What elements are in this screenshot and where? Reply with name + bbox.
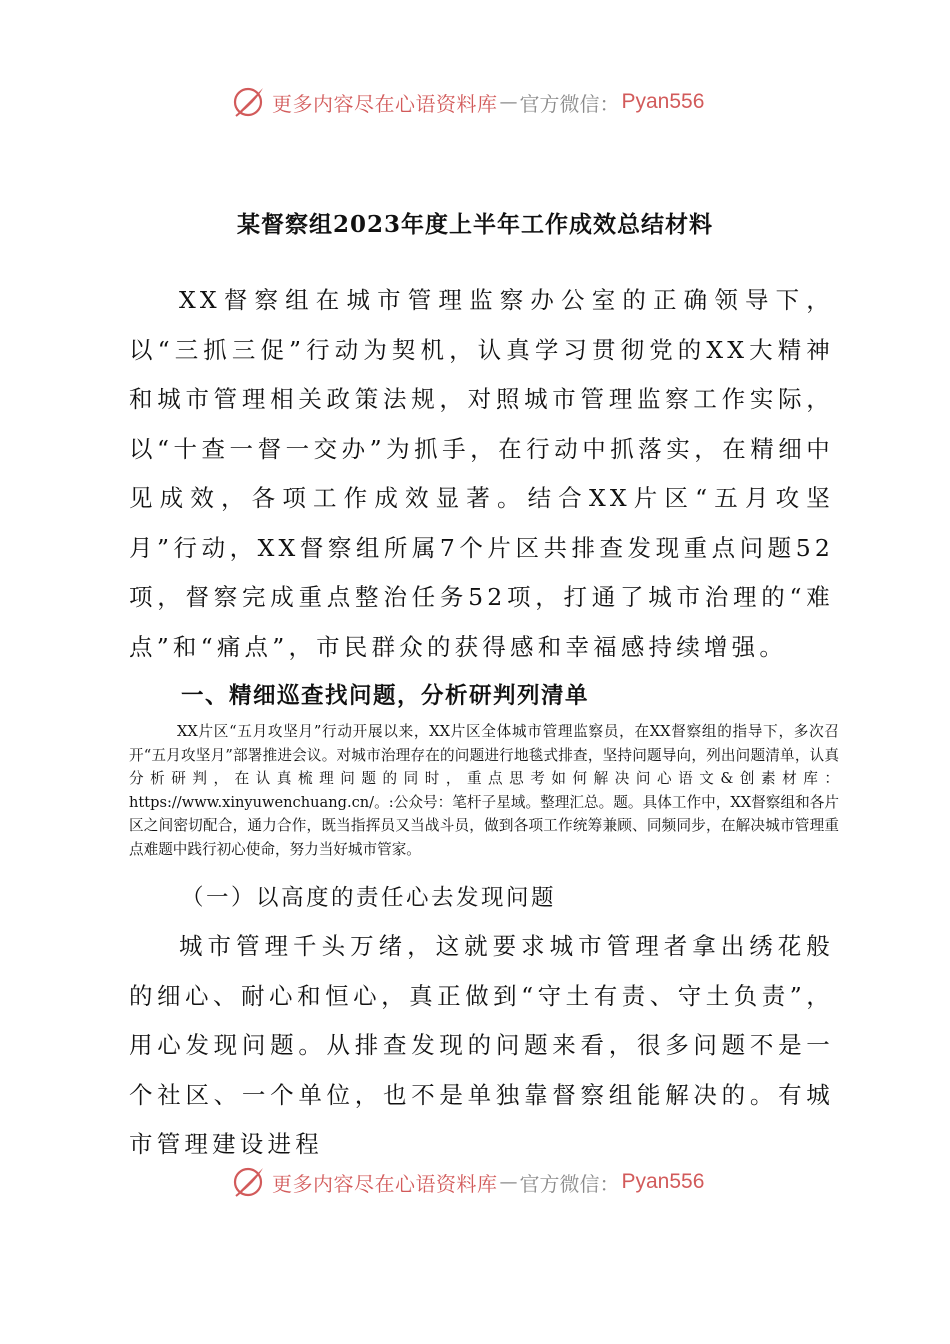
intro-paragraph: XX督察组在城市管理监察办公室的正确领导下，以“三抓三促”行动为契机，认真学习贯彻党的XX大精神和城市管理相关政策法规，对照城市管理监察工作实际，以“十查一督一交办”为抓手，在行动中抓落实，在精细中见成效，各项工作成效显著。结合XX片区“五月攻坚月”行动，XX督察组所属7个片区共排查发现重点问题52项，督察完成重点整治任务52项，打通了城市治理的“难点”和“痛点”，市民群众的获得感和幸福感持续增强。 [129, 286, 834, 661]
banner-text: 更多内容尽在心语资料库 [272, 1171, 498, 1196]
banner-wechat-id: Pyan556 [621, 90, 705, 113]
quill-pen-icon [232, 85, 266, 119]
subsection1-heading: （一）以高度的责任心去发现问题 [181, 885, 557, 911]
banner-wechat-label: 官方微信： [519, 1171, 620, 1196]
document-title: 某督察组2023年度上半年工作成效总结材料 [236, 211, 713, 238]
top-banner[interactable] [232, 82, 752, 122]
banner-text: 更多内容尽在心语资料库 [272, 91, 498, 116]
banner-wechat-label: 官方微信： [519, 91, 620, 116]
subsection1-paragraph: 城市管理千头万绪，这就要求城市管理者拿出绣花般的细心、耐心和恒心，真正做到“守土有责、守土负责”，用心发现问题。从排查发现的问题来看，很多问题不是一个社区、一个单位，也不是单独靠督察组能解决的。有城市管理建设进程 [129, 932, 834, 1158]
section1-heading: 一、精细巡查找问题，分析研判列清单 [181, 683, 590, 709]
banner-wechat-id: Pyan556 [621, 1170, 705, 1193]
banner-dash: — [499, 1171, 518, 1193]
quill-pen-icon [232, 1165, 266, 1199]
bottom-banner[interactable] [232, 1162, 752, 1202]
banner-dash: — [499, 91, 518, 113]
section1-paragraph: XX片区“五月攻坚月”行动开展以来，XX片区全体城市管理监察员，在XX督察组的指导下，多次召开“五月攻坚月”部署推进会议。对城市治理存在的问题进行地毯式排查，坚持问题导向，列出问题清单，认真分析研判，在认真梳理问题的同时，重点思考如何解决问心语文&创素材库：https://www.xinyuwenchuang.cn/。:公众号：笔杆子星域。整理汇总。题。具体工作中，XX督察组和各片区之间密切配合，通力合作，既当指挥员又当战斗员，做到各项工作统筹兼顾、同频同步，在解决城市管理重点难题中践行初心使命，努力当好城市管家。 [129, 723, 839, 858]
